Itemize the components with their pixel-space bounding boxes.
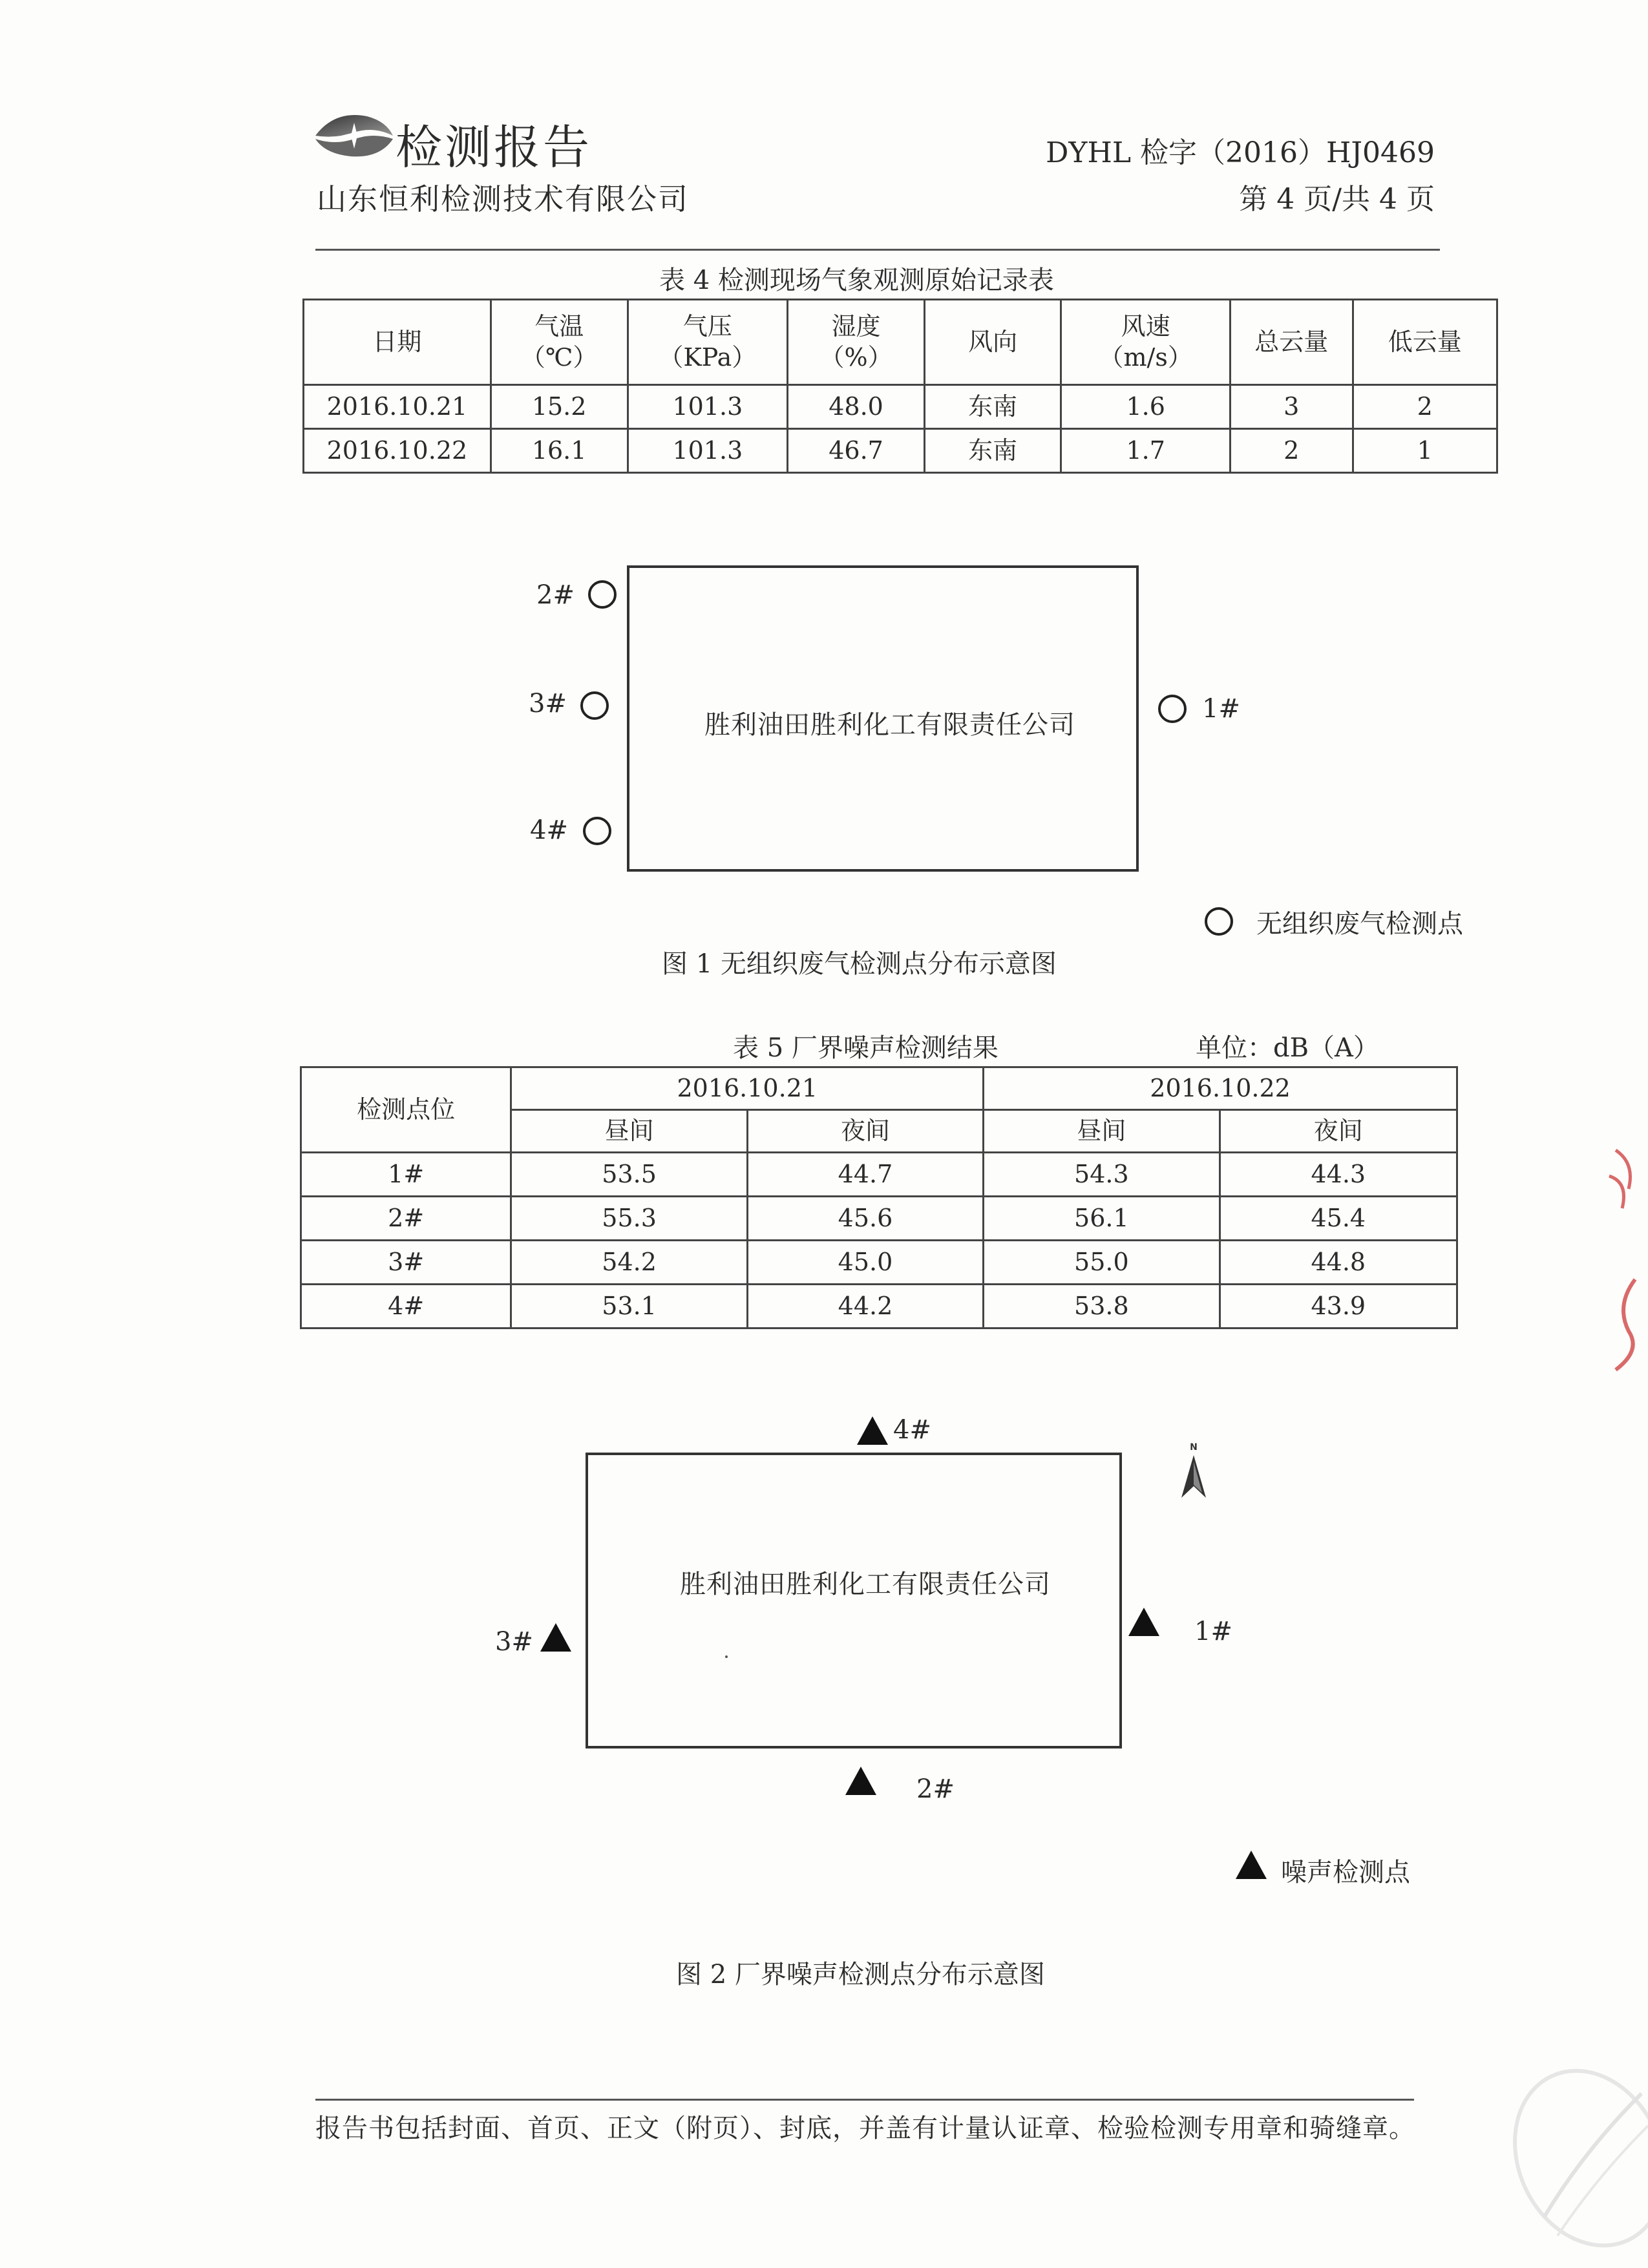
noise-point-4-label: 4#	[893, 1415, 931, 1445]
company-name: 山东恒利检测技术有限公司	[317, 182, 689, 216]
north-arrow-icon: N	[1178, 1442, 1210, 1504]
th-wind-dir: 风向	[924, 300, 1061, 385]
footer-note: 报告书包括封面、首页、正文（附页）、封底，并盖有计量认证章、检验检测专用章和骑缝章。	[315, 2114, 1415, 2143]
triangle-marker-icon	[1128, 1608, 1159, 1636]
seal-stamp-fragment	[1590, 1137, 1648, 1383]
noise-point-2-label: 2#	[916, 1774, 955, 1804]
triangle-marker-icon	[845, 1767, 876, 1795]
point-2-label: 2#	[536, 580, 575, 610]
table4-caption: 表 4 检测现场气象观测原始记录表	[659, 266, 1054, 295]
point-4-label: 4#	[530, 815, 568, 845]
point-1-label: 1#	[1202, 694, 1240, 724]
table-row: 2# 55.3 45.6 56.1 45.4	[301, 1197, 1457, 1241]
point-3-label: 3#	[529, 689, 567, 719]
legend-triangle-icon	[1236, 1851, 1267, 1879]
watermark-logo	[1493, 2055, 1648, 2265]
th-temp: 气温 （℃）	[491, 300, 628, 385]
table5-sub-row: 昼间 夜间 昼间 夜间	[301, 1110, 1457, 1153]
page-number: 第 4 页/共 4 页	[1239, 183, 1435, 216]
circle-marker-icon	[1158, 695, 1187, 723]
table5-date-row	[301, 1067, 1457, 1110]
figure2-plant-boundary	[586, 1453, 1122, 1748]
report-title: 检测报告	[396, 120, 593, 174]
figure1-legend: 无组织废气检测点	[1256, 909, 1463, 939]
figure1-caption: 图 1 无组织废气检测点分布示意图	[662, 949, 1057, 979]
table-row: 4# 53.1 44.2 53.8 43.9	[301, 1285, 1457, 1328]
table-row: 2016.10.22 16.1 101.3 46.7 东南 1.7 2 1	[304, 429, 1497, 473]
table4-header-row	[304, 300, 1497, 385]
table-row: 3# 54.2 45.0 55.0 44.8	[301, 1241, 1457, 1285]
th-total-cloud: 总云量	[1231, 300, 1353, 385]
th-date: 日期	[304, 300, 491, 385]
th-wind-speed: 风速 （m/s）	[1061, 300, 1231, 385]
legend-circle-icon	[1205, 907, 1233, 936]
table5-unit: 单位：dB（A）	[1196, 1033, 1379, 1063]
weather-table	[302, 299, 1498, 474]
noise-point-1-label: 1#	[1194, 1617, 1232, 1646]
th-date-1: 2016.10.21	[511, 1067, 984, 1110]
footer-divider	[315, 2099, 1414, 2101]
header-divider	[315, 249, 1440, 251]
report-number: DYHL 检字（2016）HJ0469	[1046, 136, 1435, 169]
th-date-2: 2016.10.22	[984, 1067, 1457, 1110]
table5-caption: 表 5 厂界噪声检测结果	[733, 1033, 998, 1063]
table-row: 1# 53.5 44.7 54.3 44.3	[301, 1153, 1457, 1197]
th-point: 检测点位	[301, 1067, 511, 1153]
triangle-marker-icon	[540, 1623, 571, 1652]
th-low-cloud: 低云量	[1353, 300, 1497, 385]
triangle-marker-icon	[857, 1416, 888, 1445]
table-row: 2016.10.21 15.2 101.3 48.0 东南 1.6 3 2	[304, 385, 1497, 429]
circle-marker-icon	[583, 817, 611, 845]
figure2-company-label: 胜利油田胜利化工有限责任公司	[680, 1570, 1051, 1599]
th-humidity: 湿度 （%）	[788, 300, 925, 385]
dot-mark	[725, 1655, 728, 1658]
figure2-legend: 噪声检测点	[1281, 1858, 1410, 1887]
th-pressure: 气压 （KPa）	[628, 300, 788, 385]
circle-marker-icon	[580, 691, 609, 720]
noise-table	[300, 1066, 1458, 1329]
figure1-company-label: 胜利油田胜利化工有限责任公司	[704, 710, 1075, 740]
company-logo	[315, 110, 393, 162]
circle-marker-icon	[588, 580, 617, 609]
noise-point-3-label: 3#	[495, 1627, 533, 1657]
figure2-caption: 图 2 厂界噪声检测点分布示意图	[676, 1960, 1045, 1990]
